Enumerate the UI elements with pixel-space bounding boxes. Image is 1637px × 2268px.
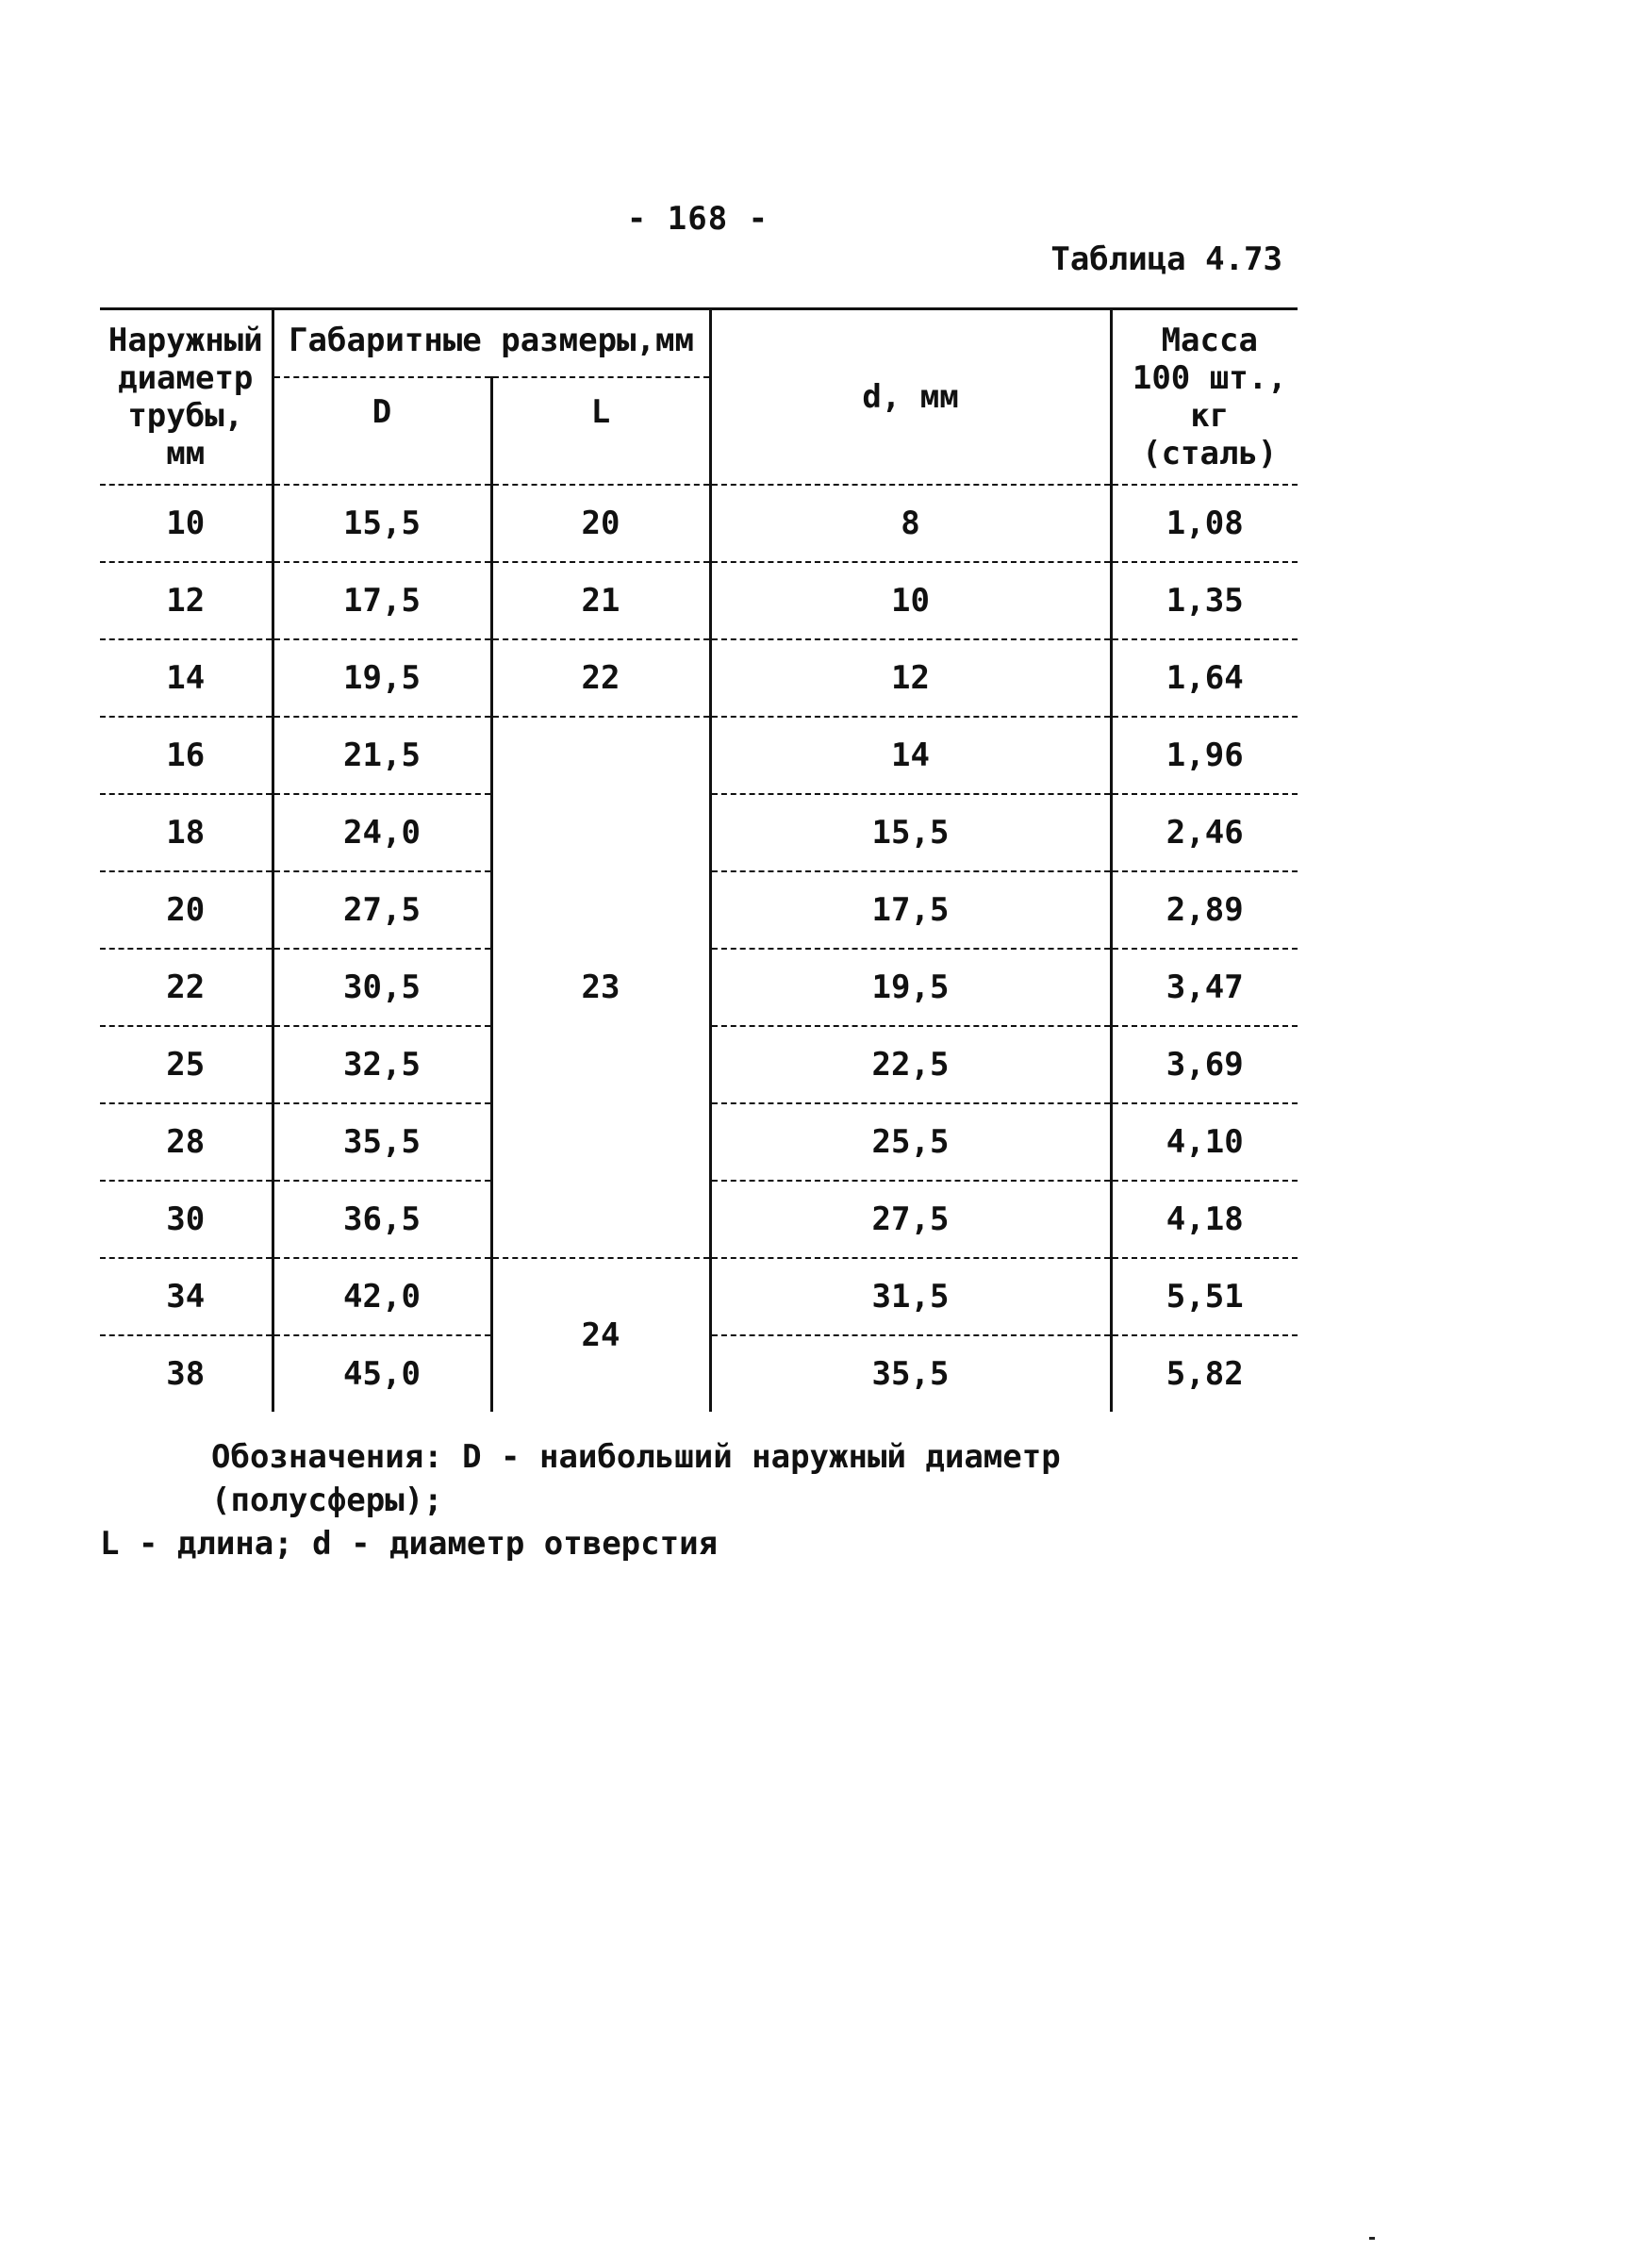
table-row bbox=[100, 485, 1298, 562]
cell-d: 17,5 bbox=[710, 871, 1111, 949]
cell-mass: 2,46 bbox=[1111, 794, 1298, 871]
cell-outer: 16 bbox=[100, 717, 273, 794]
table-row bbox=[100, 717, 1298, 794]
cell-mass: 4,10 bbox=[1111, 1103, 1298, 1181]
cell-outer: 25 bbox=[100, 1026, 273, 1103]
cell-L: 22 bbox=[491, 639, 710, 717]
table-notes bbox=[100, 1435, 1307, 1565]
table-row bbox=[100, 562, 1298, 639]
cell-D: 36,5 bbox=[273, 1181, 491, 1258]
cell-d: 14 bbox=[710, 717, 1111, 794]
cell-mass: 1,64 bbox=[1111, 639, 1298, 717]
cell-outer: 38 bbox=[100, 1335, 273, 1412]
cell-mass: 1,35 bbox=[1111, 562, 1298, 639]
cell-d: 8 bbox=[710, 485, 1111, 562]
cell-mass: 5,82 bbox=[1111, 1335, 1298, 1412]
cell-d: 25,5 bbox=[710, 1103, 1111, 1181]
cell-outer: 20 bbox=[100, 871, 273, 949]
header-D: D bbox=[273, 377, 491, 485]
scan-speck bbox=[1369, 2237, 1375, 2240]
cell-D: 21,5 bbox=[273, 717, 491, 794]
table-label: Таблица 4.73 bbox=[1050, 240, 1282, 278]
header-outer-diameter: Наружный диаметр трубы, мм bbox=[100, 309, 273, 486]
table-row bbox=[100, 639, 1298, 717]
cell-outer: 12 bbox=[100, 562, 273, 639]
cell-d: 15,5 bbox=[710, 794, 1111, 871]
cell-d: 10 bbox=[710, 562, 1111, 639]
cell-L: 20 bbox=[491, 485, 710, 562]
cell-outer: 28 bbox=[100, 1103, 273, 1181]
cell-D: 15,5 bbox=[273, 485, 491, 562]
cell-outer: 34 bbox=[100, 1258, 273, 1335]
header-d: d, мм bbox=[710, 309, 1111, 486]
cell-L-merged: 23 bbox=[491, 717, 710, 1258]
cell-d: 31,5 bbox=[710, 1258, 1111, 1335]
cell-D: 35,5 bbox=[273, 1103, 491, 1181]
cell-D: 30,5 bbox=[273, 949, 491, 1026]
cell-mass: 2,89 bbox=[1111, 871, 1298, 949]
cell-D: 24,0 bbox=[273, 794, 491, 871]
cell-mass: 5,51 bbox=[1111, 1258, 1298, 1335]
cell-D: 27,5 bbox=[273, 871, 491, 949]
cell-D: 42,0 bbox=[273, 1258, 491, 1335]
header-mass: Масса 100 шт., кг (сталь) bbox=[1132, 322, 1287, 472]
cell-outer: 10 bbox=[100, 485, 273, 562]
cell-L-merged: 24 bbox=[491, 1258, 710, 1412]
cell-mass: 1,08 bbox=[1111, 485, 1298, 562]
cell-outer: 14 bbox=[100, 639, 273, 717]
notes-line-2: L - длина; d - диаметр отверстия bbox=[100, 1525, 719, 1563]
header-L: L bbox=[491, 377, 710, 485]
cell-d: 27,5 bbox=[710, 1181, 1111, 1258]
cell-d: 35,5 bbox=[710, 1335, 1111, 1412]
cell-D: 32,5 bbox=[273, 1026, 491, 1103]
cell-D: 19,5 bbox=[273, 639, 491, 717]
cell-mass: 4,18 bbox=[1111, 1181, 1298, 1258]
cell-outer: 18 bbox=[100, 794, 273, 871]
page-number: - 168 - bbox=[626, 200, 769, 238]
notes-line-1: Обозначения: D - наибольший наружный диаметр (полусферы); bbox=[211, 1438, 1061, 1519]
spec-table bbox=[100, 307, 1298, 1412]
cell-D: 17,5 bbox=[273, 562, 491, 639]
cell-d: 22,5 bbox=[710, 1026, 1111, 1103]
cell-mass: 3,47 bbox=[1111, 949, 1298, 1026]
cell-D: 45,0 bbox=[273, 1335, 491, 1412]
header-dimensions-group: Габаритные размеры,мм bbox=[273, 309, 710, 378]
cell-outer: 30 bbox=[100, 1181, 273, 1258]
cell-outer: 22 bbox=[100, 949, 273, 1026]
cell-d: 12 bbox=[710, 639, 1111, 717]
cell-mass: 1,96 bbox=[1111, 717, 1298, 794]
cell-d: 19,5 bbox=[710, 949, 1111, 1026]
cell-L: 21 bbox=[491, 562, 710, 639]
table-row bbox=[100, 1258, 1298, 1335]
cell-mass: 3,69 bbox=[1111, 1026, 1298, 1103]
